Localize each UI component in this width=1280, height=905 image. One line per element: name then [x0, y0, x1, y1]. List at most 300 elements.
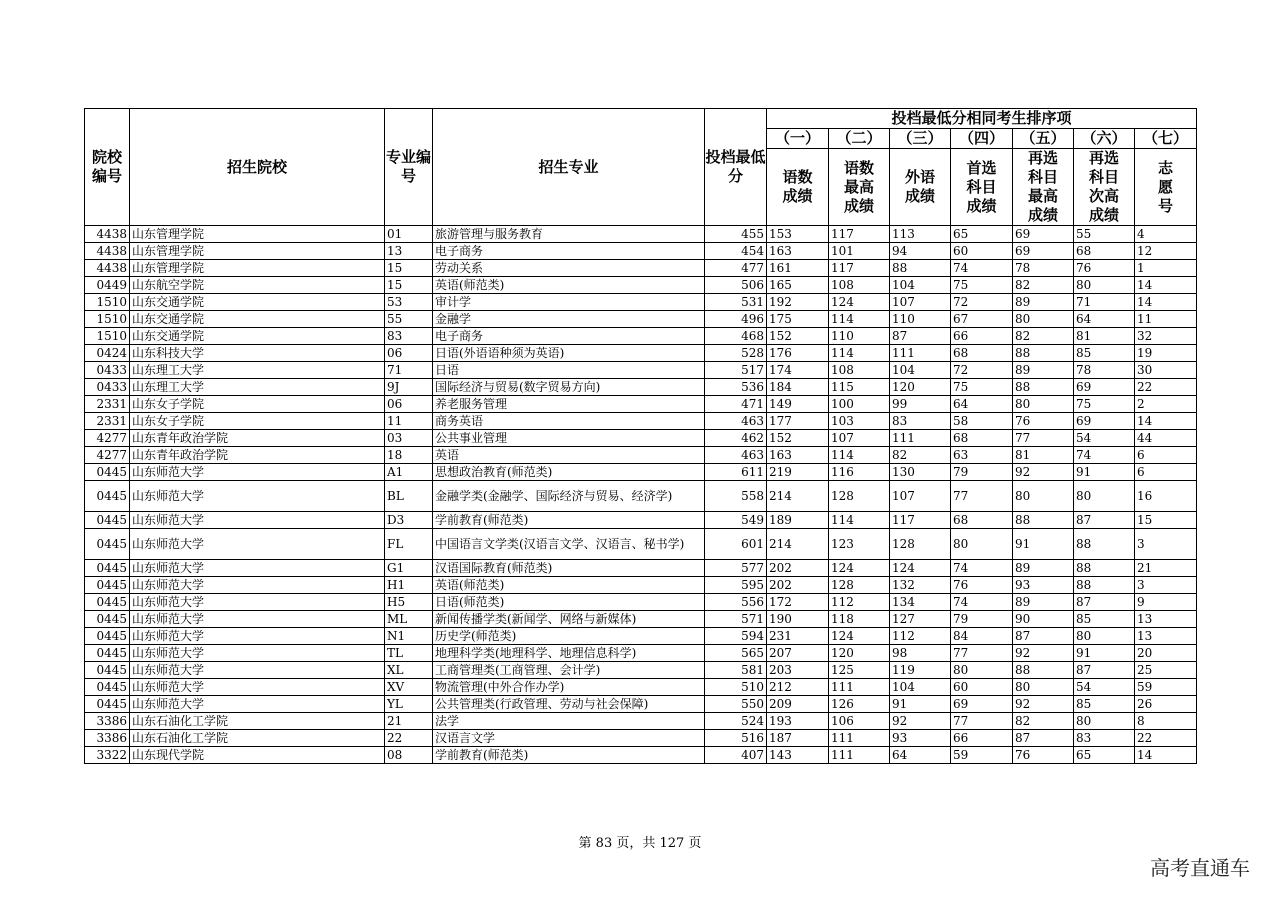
cell-min-score: 528 [705, 345, 767, 362]
cell-rank-2: 116 [829, 464, 890, 481]
cell-rank-5: 80 [1013, 481, 1074, 512]
cell-major-name: 商务英语 [433, 413, 705, 430]
cell-major-name: 工商管理类(工商管理、会计学) [433, 662, 705, 679]
cell-school-name: 山东交通学院 [130, 311, 385, 328]
table-row [85, 577, 1197, 594]
cell-major-code: 11 [385, 413, 433, 430]
cell-rank-7: 1 [1135, 260, 1197, 277]
cell-rank-4: 72 [951, 362, 1013, 379]
cell-rank-2: 128 [829, 577, 890, 594]
cell-rank-7: 19 [1135, 345, 1197, 362]
table-row [85, 679, 1197, 696]
cell-school-name: 山东师范大学 [130, 645, 385, 662]
cell-major-code: 53 [385, 294, 433, 311]
header-rank-num-4: （四） [951, 129, 1013, 149]
cell-min-score: 601 [705, 529, 767, 560]
cell-rank-1: 175 [767, 311, 829, 328]
cell-rank-1: 161 [767, 260, 829, 277]
cell-major-name: 日语 [433, 362, 705, 379]
cell-rank-7: 14 [1135, 294, 1197, 311]
cell-rank-4: 84 [951, 628, 1013, 645]
cell-rank-3: 83 [890, 413, 951, 430]
table-row [85, 481, 1197, 512]
cell-school-code: 0449 [85, 277, 130, 294]
cell-rank-6: 87 [1074, 594, 1135, 611]
cell-school-name: 山东师范大学 [130, 696, 385, 713]
cell-rank-1: 187 [767, 730, 829, 747]
cell-rank-7: 32 [1135, 328, 1197, 345]
header-rank-num-6: （六） [1074, 129, 1135, 149]
cell-rank-3: 132 [890, 577, 951, 594]
cell-school-code: 4438 [85, 226, 130, 243]
cell-rank-3: 87 [890, 328, 951, 345]
table-row [85, 447, 1197, 464]
cell-rank-5: 88 [1013, 379, 1074, 396]
cell-major-name: 英语(师范类) [433, 577, 705, 594]
cell-major-code: 71 [385, 362, 433, 379]
cell-rank-6: 81 [1074, 328, 1135, 345]
header-rank-label-5: 再选科目最高成绩 [1013, 149, 1074, 226]
cell-rank-3: 82 [890, 447, 951, 464]
cell-major-code: 08 [385, 747, 433, 764]
cell-rank-6: 75 [1074, 396, 1135, 413]
cell-rank-4: 68 [951, 512, 1013, 529]
cell-rank-7: 15 [1135, 512, 1197, 529]
cell-rank-6: 74 [1074, 447, 1135, 464]
cell-rank-1: 219 [767, 464, 829, 481]
table-row [85, 529, 1197, 560]
header-rank-num-7: （七） [1135, 129, 1197, 149]
cell-min-score: 463 [705, 447, 767, 464]
cell-rank-2: 111 [829, 679, 890, 696]
cell-school-code: 2331 [85, 396, 130, 413]
cell-rank-1: 214 [767, 529, 829, 560]
cell-major-code: 01 [385, 226, 433, 243]
table-body [85, 226, 1197, 764]
cell-rank-6: 69 [1074, 413, 1135, 430]
cell-major-name: 汉语国际教育(师范类) [433, 560, 705, 577]
cell-rank-6: 83 [1074, 730, 1135, 747]
cell-major-name: 学前教育(师范类) [433, 747, 705, 764]
cell-rank-1: 165 [767, 277, 829, 294]
cell-rank-4: 68 [951, 430, 1013, 447]
cell-rank-7: 12 [1135, 243, 1197, 260]
cell-rank-4: 65 [951, 226, 1013, 243]
cell-school-code: 3386 [85, 713, 130, 730]
cell-rank-2: 124 [829, 628, 890, 645]
cell-rank-6: 85 [1074, 345, 1135, 362]
table-row [85, 226, 1197, 243]
cell-rank-7: 3 [1135, 529, 1197, 560]
table-row [85, 379, 1197, 396]
cell-rank-3: 111 [890, 345, 951, 362]
cell-school-code: 0433 [85, 379, 130, 396]
cell-rank-6: 85 [1074, 696, 1135, 713]
cell-school-name: 山东理工大学 [130, 362, 385, 379]
cell-rank-2: 101 [829, 243, 890, 260]
cell-rank-4: 69 [951, 696, 1013, 713]
cell-min-score: 558 [705, 481, 767, 512]
cell-rank-4: 76 [951, 577, 1013, 594]
table-row [85, 277, 1197, 294]
cell-major-name: 日语(外语语种须为英语) [433, 345, 705, 362]
cell-rank-6: 85 [1074, 611, 1135, 628]
header-school-name: 招生院校 [130, 109, 385, 226]
cell-school-name: 山东女子学院 [130, 413, 385, 430]
cell-rank-5: 80 [1013, 679, 1074, 696]
header-major-code: 专业编号 [385, 109, 433, 226]
cell-rank-2: 110 [829, 328, 890, 345]
header-rank-label-1: 语数成绩 [767, 149, 829, 226]
cell-min-score: 536 [705, 379, 767, 396]
cell-major-name: 地理科学类(地理科学、地理信息科学) [433, 645, 705, 662]
cell-major-name: 金融学类(金融学、国际经济与贸易、经济学) [433, 481, 705, 512]
cell-min-score: 454 [705, 243, 767, 260]
cell-rank-3: 107 [890, 294, 951, 311]
cell-rank-1: 212 [767, 679, 829, 696]
cell-rank-7: 4 [1135, 226, 1197, 243]
cell-rank-4: 74 [951, 594, 1013, 611]
cell-school-name: 山东石油化工学院 [130, 713, 385, 730]
cell-rank-2: 107 [829, 430, 890, 447]
cell-rank-5: 81 [1013, 447, 1074, 464]
cell-major-code: D3 [385, 512, 433, 529]
cell-school-name: 山东现代学院 [130, 747, 385, 764]
table-row [85, 594, 1197, 611]
cell-rank-1: 152 [767, 328, 829, 345]
header-rank-label-6: 再选科目次高成绩 [1074, 149, 1135, 226]
cell-min-score: 524 [705, 713, 767, 730]
cell-rank-5: 88 [1013, 662, 1074, 679]
cell-rank-1: 174 [767, 362, 829, 379]
cell-major-name: 新闻传播学类(新闻学、网络与新媒体) [433, 611, 705, 628]
cell-school-name: 山东管理学院 [130, 226, 385, 243]
cell-school-name: 山东交通学院 [130, 328, 385, 345]
cell-major-name: 思想政治教育(师范类) [433, 464, 705, 481]
cell-rank-1: 176 [767, 345, 829, 362]
cell-min-score: 463 [705, 413, 767, 430]
cell-major-code: H5 [385, 594, 433, 611]
table-row [85, 662, 1197, 679]
cell-rank-6: 54 [1074, 430, 1135, 447]
cell-rank-3: 112 [890, 628, 951, 645]
cell-rank-5: 77 [1013, 430, 1074, 447]
cell-school-code: 1510 [85, 328, 130, 345]
cell-school-name: 山东航空学院 [130, 277, 385, 294]
header-rank-num-5: （五） [1013, 129, 1074, 149]
cell-rank-1: 163 [767, 243, 829, 260]
cell-rank-6: 88 [1074, 560, 1135, 577]
cell-major-code: 9J [385, 379, 433, 396]
cell-major-code: 83 [385, 328, 433, 345]
cell-rank-2: 126 [829, 696, 890, 713]
cell-rank-2: 108 [829, 362, 890, 379]
cell-school-name: 山东交通学院 [130, 294, 385, 311]
cell-rank-7: 14 [1135, 413, 1197, 430]
cell-major-code: 21 [385, 713, 433, 730]
table-row [85, 730, 1197, 747]
cell-rank-3: 134 [890, 594, 951, 611]
table-row [85, 413, 1197, 430]
cell-school-code: 1510 [85, 311, 130, 328]
table-row [85, 645, 1197, 662]
cell-rank-6: 80 [1074, 481, 1135, 512]
watermark: 高考直通车 [1150, 856, 1250, 880]
cell-rank-4: 77 [951, 481, 1013, 512]
cell-rank-6: 87 [1074, 512, 1135, 529]
cell-rank-4: 64 [951, 396, 1013, 413]
cell-rank-7: 44 [1135, 430, 1197, 447]
cell-rank-3: 64 [890, 747, 951, 764]
cell-school-code: 0445 [85, 662, 130, 679]
cell-rank-2: 114 [829, 447, 890, 464]
cell-rank-5: 89 [1013, 294, 1074, 311]
cell-major-code: 06 [385, 396, 433, 413]
cell-school-code: 0445 [85, 481, 130, 512]
table-header [85, 109, 1197, 226]
cell-school-name: 山东师范大学 [130, 529, 385, 560]
cell-rank-4: 74 [951, 260, 1013, 277]
cell-rank-2: 123 [829, 529, 890, 560]
cell-major-code: A1 [385, 464, 433, 481]
cell-rank-4: 77 [951, 645, 1013, 662]
cell-rank-2: 112 [829, 594, 890, 611]
cell-major-name: 英语(师范类) [433, 277, 705, 294]
header-min-score: 投档最低分 [705, 109, 767, 226]
cell-school-code: 0424 [85, 345, 130, 362]
cell-school-name: 山东师范大学 [130, 481, 385, 512]
cell-rank-7: 22 [1135, 379, 1197, 396]
cell-rank-5: 89 [1013, 362, 1074, 379]
cell-rank-6: 91 [1074, 645, 1135, 662]
cell-rank-5: 92 [1013, 464, 1074, 481]
cell-rank-1: 190 [767, 611, 829, 628]
cell-min-score: 565 [705, 645, 767, 662]
cell-rank-5: 69 [1013, 243, 1074, 260]
table-row [85, 345, 1197, 362]
cell-major-name: 旅游管理与服务教育 [433, 226, 705, 243]
cell-major-code: 22 [385, 730, 433, 747]
cell-min-score: 549 [705, 512, 767, 529]
cell-school-code: 4277 [85, 430, 130, 447]
cell-min-score: 571 [705, 611, 767, 628]
cell-major-name: 英语 [433, 447, 705, 464]
cell-major-code: 13 [385, 243, 433, 260]
cell-major-name: 公共管理类(行政管理、劳动与社会保障) [433, 696, 705, 713]
cell-rank-6: 65 [1074, 747, 1135, 764]
header-rank-label-3: 外语成绩 [890, 149, 951, 226]
cell-min-score: 471 [705, 396, 767, 413]
cell-min-score: 462 [705, 430, 767, 447]
cell-rank-6: 80 [1074, 628, 1135, 645]
cell-major-name: 国际经济与贸易(数字贸易方向) [433, 379, 705, 396]
cell-school-name: 山东管理学院 [130, 260, 385, 277]
cell-school-name: 山东石油化工学院 [130, 730, 385, 747]
cell-rank-7: 9 [1135, 594, 1197, 611]
cell-school-code: 2331 [85, 413, 130, 430]
cell-school-code: 3322 [85, 747, 130, 764]
cell-major-name: 历史学(师范类) [433, 628, 705, 645]
cell-rank-1: 189 [767, 512, 829, 529]
cell-rank-4: 80 [951, 662, 1013, 679]
cell-major-code: YL [385, 696, 433, 713]
cell-rank-5: 89 [1013, 594, 1074, 611]
cell-min-score: 468 [705, 328, 767, 345]
cell-rank-1: 149 [767, 396, 829, 413]
cell-rank-5: 88 [1013, 512, 1074, 529]
header-rank-label-2: 语数最高成绩 [829, 149, 890, 226]
header-rank-num-2: （二） [829, 129, 890, 149]
table-row [85, 260, 1197, 277]
cell-rank-2: 124 [829, 560, 890, 577]
cell-major-code: H1 [385, 577, 433, 594]
cell-rank-7: 13 [1135, 628, 1197, 645]
cell-rank-4: 79 [951, 611, 1013, 628]
cell-major-name: 法学 [433, 713, 705, 730]
cell-rank-3: 88 [890, 260, 951, 277]
cell-min-score: 455 [705, 226, 767, 243]
cell-rank-7: 26 [1135, 696, 1197, 713]
cell-rank-3: 127 [890, 611, 951, 628]
cell-rank-2: 114 [829, 311, 890, 328]
cell-rank-1: 193 [767, 713, 829, 730]
cell-rank-3: 110 [890, 311, 951, 328]
cell-rank-3: 91 [890, 696, 951, 713]
cell-rank-6: 69 [1074, 379, 1135, 396]
cell-major-name: 学前教育(师范类) [433, 512, 705, 529]
cell-rank-2: 114 [829, 512, 890, 529]
cell-rank-1: 203 [767, 662, 829, 679]
cell-rank-5: 88 [1013, 345, 1074, 362]
cell-min-score: 516 [705, 730, 767, 747]
cell-rank-5: 69 [1013, 226, 1074, 243]
cell-rank-3: 107 [890, 481, 951, 512]
cell-major-name: 公共事业管理 [433, 430, 705, 447]
cell-school-code: 0445 [85, 628, 130, 645]
cell-major-name: 养老服务管理 [433, 396, 705, 413]
cell-rank-2: 120 [829, 645, 890, 662]
header-rank-label-4: 首选科目成绩 [951, 149, 1013, 226]
cell-rank-1: 192 [767, 294, 829, 311]
cell-rank-7: 3 [1135, 577, 1197, 594]
cell-rank-4: 67 [951, 311, 1013, 328]
cell-rank-1: 209 [767, 696, 829, 713]
cell-rank-1: 214 [767, 481, 829, 512]
cell-rank-2: 103 [829, 413, 890, 430]
cell-rank-4: 74 [951, 560, 1013, 577]
table-row [85, 560, 1197, 577]
cell-rank-1: 153 [767, 226, 829, 243]
cell-min-score: 577 [705, 560, 767, 577]
cell-rank-2: 100 [829, 396, 890, 413]
cell-rank-1: 177 [767, 413, 829, 430]
cell-rank-3: 104 [890, 277, 951, 294]
cell-rank-3: 120 [890, 379, 951, 396]
cell-major-code: G1 [385, 560, 433, 577]
cell-rank-5: 82 [1013, 277, 1074, 294]
cell-rank-6: 71 [1074, 294, 1135, 311]
cell-min-score: 595 [705, 577, 767, 594]
cell-rank-4: 75 [951, 277, 1013, 294]
cell-min-score: 496 [705, 311, 767, 328]
cell-rank-4: 58 [951, 413, 1013, 430]
cell-rank-6: 80 [1074, 277, 1135, 294]
cell-rank-2: 118 [829, 611, 890, 628]
cell-rank-7: 14 [1135, 747, 1197, 764]
cell-rank-3: 94 [890, 243, 951, 260]
table-row [85, 611, 1197, 628]
cell-rank-7: 59 [1135, 679, 1197, 696]
admission-table [84, 108, 1197, 764]
cell-major-code: BL [385, 481, 433, 512]
cell-rank-1: 172 [767, 594, 829, 611]
cell-rank-1: 152 [767, 430, 829, 447]
cell-major-name: 审计学 [433, 294, 705, 311]
cell-school-name: 山东女子学院 [130, 396, 385, 413]
cell-major-name: 中国语言文学类(汉语言文学、汉语言、秘书学) [433, 529, 705, 560]
cell-rank-6: 88 [1074, 577, 1135, 594]
cell-rank-1: 231 [767, 628, 829, 645]
cell-rank-5: 92 [1013, 645, 1074, 662]
cell-rank-7: 8 [1135, 713, 1197, 730]
cell-rank-3: 119 [890, 662, 951, 679]
cell-rank-7: 25 [1135, 662, 1197, 679]
cell-rank-3: 124 [890, 560, 951, 577]
cell-school-name: 山东师范大学 [130, 577, 385, 594]
cell-school-code: 0445 [85, 645, 130, 662]
cell-rank-6: 76 [1074, 260, 1135, 277]
cell-rank-5: 87 [1013, 730, 1074, 747]
cell-rank-5: 87 [1013, 628, 1074, 645]
cell-rank-4: 72 [951, 294, 1013, 311]
cell-major-name: 劳动关系 [433, 260, 705, 277]
cell-rank-4: 60 [951, 243, 1013, 260]
cell-rank-5: 90 [1013, 611, 1074, 628]
cell-school-name: 山东师范大学 [130, 662, 385, 679]
cell-school-name: 山东青年政治学院 [130, 430, 385, 447]
cell-rank-2: 117 [829, 226, 890, 243]
header-rank-label-7: 志愿号 [1135, 149, 1197, 226]
cell-major-code: 15 [385, 260, 433, 277]
cell-school-code: 0445 [85, 560, 130, 577]
cell-rank-7: 30 [1135, 362, 1197, 379]
cell-rank-1: 202 [767, 560, 829, 577]
cell-rank-2: 111 [829, 747, 890, 764]
cell-rank-2: 111 [829, 730, 890, 747]
cell-school-code: 4438 [85, 260, 130, 277]
table-row [85, 464, 1197, 481]
cell-rank-5: 76 [1013, 413, 1074, 430]
cell-major-code: 15 [385, 277, 433, 294]
cell-rank-4: 66 [951, 328, 1013, 345]
cell-school-code: 0433 [85, 362, 130, 379]
cell-major-code: FL [385, 529, 433, 560]
cell-rank-2: 115 [829, 379, 890, 396]
cell-min-score: 581 [705, 662, 767, 679]
cell-major-name: 汉语言文学 [433, 730, 705, 747]
cell-major-name: 电子商务 [433, 243, 705, 260]
cell-rank-7: 13 [1135, 611, 1197, 628]
cell-school-code: 0445 [85, 594, 130, 611]
cell-school-name: 山东师范大学 [130, 611, 385, 628]
cell-rank-7: 2 [1135, 396, 1197, 413]
cell-rank-2: 124 [829, 294, 890, 311]
cell-rank-4: 75 [951, 379, 1013, 396]
table-row [85, 396, 1197, 413]
cell-school-code: 4438 [85, 243, 130, 260]
table-row [85, 430, 1197, 447]
cell-rank-7: 20 [1135, 645, 1197, 662]
